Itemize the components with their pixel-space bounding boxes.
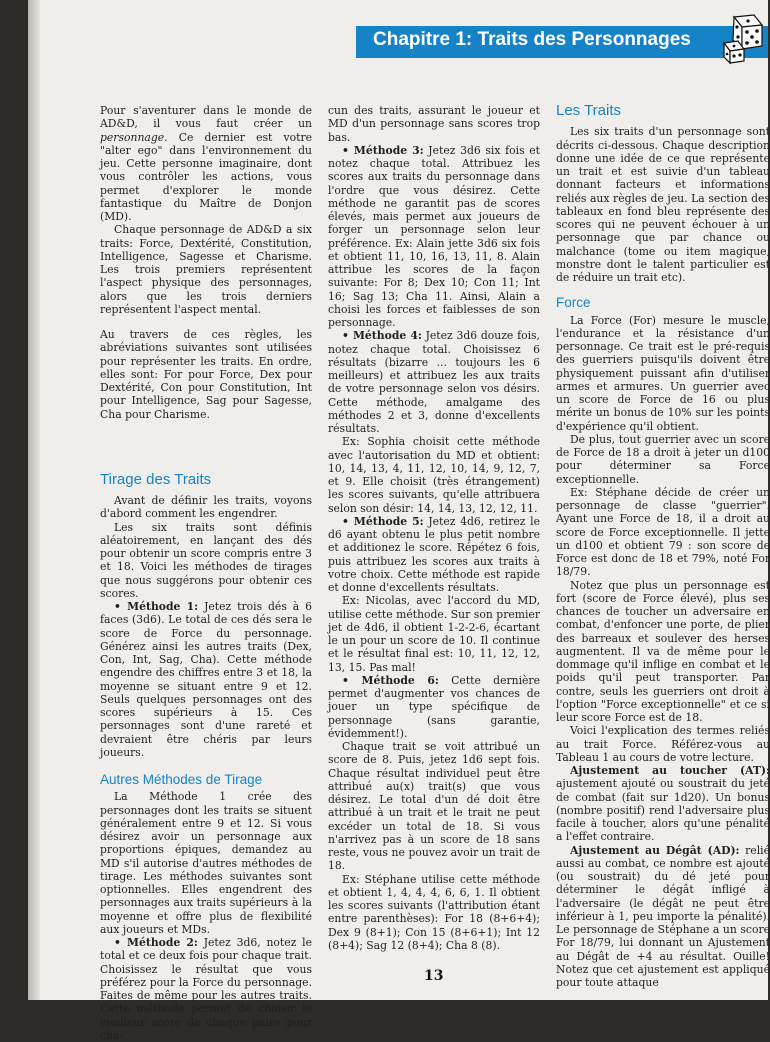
column-middle bbox=[328, 104, 540, 952]
paragraph: Les six traits sont définis aléatoirement, en lançant des dés pour obtenir un score compris entre 3 et 18. Voici les méthodes de tirages que nous suggérons pour obtenir ces scores. bbox=[100, 520, 312, 600]
section-heading-force: Force bbox=[556, 295, 591, 311]
column-left bbox=[100, 104, 312, 1042]
paragraph: Ex: Stéphane décide de créer un personnage de classe "guerrier". Ayant une Force de 18, il a droit au score de Force exceptionnelle. Il jette un d100 et obtient 79 : son score de Force est donc de 18 et 79%, noté For 18/79. bbox=[556, 485, 770, 579]
paragraph: cun des traits, assurant le joueur et MD d'un personnage sans scores trop bas. bbox=[328, 104, 540, 144]
paragraph: La Force (For) mesure le muscle, l'endurance et la résistance d'un personnage. Ce trait est le pré-requis des guerriers puisqu'ils doivent être physiquement puissant afin d'utiliser armes et armures. Un guerrier avec un score de Force de 16 ou plus mérite un bonus de 10% sur les points d'expérience qu'il obtient. bbox=[556, 313, 770, 433]
paragraph: Ex: Sophia choisit cette méthode avec l'autorisation du MD et obtient: 10, 14, 13, 4, 11, 12, 10, 14, 9, 12, 7, et 9. Elle choisit (très étrangement) les scores suivants, qu'elle attribuera selon son désir: 14, 14, 13, 12, 12, 11. bbox=[328, 435, 540, 515]
paragraph: De plus, tout guerrier avec un score de Force de 18 a droit à jeter un d100 pour déterminer sa Force exceptionnelle. bbox=[556, 432, 770, 486]
method-6-paragraph: • Méthode 6: Cette dernière permet d'augmenter vos chances de jouer un type spécifique de personnage (sans garantie, évidemment!). bbox=[328, 673, 540, 740]
dice-icon bbox=[720, 13, 766, 65]
page-spine-shadow bbox=[28, 0, 40, 1000]
method-5-paragraph: • Méthode 5: Jetez 4d6, retirez le d6 ayant obtenu le plus petit nombre et additionez le score. Répétez 6 fois, puis attribuez les scores aux traits à votre choix. Cette méthode est rapide et donne d'excellents résultats. bbox=[328, 514, 540, 594]
paragraph: Ex: Stéphane utilise cette méthode et obtient 1, 4, 4, 4, 6, 6, 1. Il obtient les scores suivants (l'attribution étant entre parenthèses): For 18 (8+6+4); Dex 9 (8+1); Con 15 (8+6+1); Int 12 (8+4); Sag 12 (8+4); Cha 8 (8). bbox=[328, 872, 540, 952]
method-1-paragraph: • Méthode 1: Jetez trois dés à 6 faces (3d6). Le total de ces dés sera le score de Force du personnage. Générez ainsi les autres traits (Dex, Con, Int, Sag, Cha). Cette méthode engendre des chiffres entre 3 et 18, la moyenne se situant entre 9 et 12. Seuls quelques personnages ont des scores supérieurs à 15. Ces personnages sont d'une rareté et devraient être chéris par leurs joueurs. bbox=[100, 600, 312, 759]
paragraph: Pour s'aventurer dans le monde de AD&D, il vous faut créer un personnage. Ce dernier est votre "alter ego" dans l'environnement du jeu. Cette personne imaginaire, dont vous contrôler les actions, vous permet d'explorer le monde fantastique du Maître de Donjon (MD). bbox=[100, 104, 312, 223]
method-2-paragraph: • Méthode 2: Jetez 3d6, notez le total et ce deux fois pour chaque trait. Choisissez le résultat que vous préférez pour la Force du personnage. Faites de même pour les autres traits. Cette méthode permet de choisir le meilleur score de chaque paire pour cha- bbox=[100, 936, 312, 1042]
section-heading-les-traits: Les Traits bbox=[556, 102, 622, 119]
book-page bbox=[28, 0, 770, 1042]
paragraph: Au travers de ces règles, les abréviations suivantes sont utilisées pour représenter les traits. En ordre, elles sont: For pour Force, Dex pour Dextérité, Con pour Constitution, Int pour Intelligence, Sag pour Sagesse, Cha pour Charisme. bbox=[100, 328, 312, 421]
section-heading-autres-methodes: Autres Méthodes de Tirage bbox=[100, 772, 263, 787]
paragraph: La Méthode 1 crée des personnages dont les traits se situent généralement entre 9 et 12. Si vous désirez avoir un personnage aux proportions épiques, demandez au MD s'il autorise d'autres méthodes de tirage. Les méthodes suivantes sont optionnelles. Elles engendrent des personnages aux traits supérieurs à la moyenne et offre plus de flexibilité aux joueurs et MDs. bbox=[100, 790, 312, 936]
chapter-title: Chapitre 1: Traits des Personnages bbox=[373, 29, 691, 50]
paragraph: Chaque trait se voit attribué un score de 8. Puis, jetez 1d6 sept fois. Chaque résultat individuel peut être attribué au(x) trait(s) que vous désirez. Le total d'un dé doit être attribué à un trait et le trait ne peut excéder un total de 18. Si vous n'arrivez pas à un score de 18 sans reste, vous ne pouvez avoir un trait de 18. bbox=[328, 740, 540, 873]
column-right bbox=[556, 104, 770, 989]
method-4-paragraph: • Méthode 4: Jetez 3d6 douze fois, notez chaque total. Choisissez 6 résultats (bizarre ... toujours les 6 meilleurs) et attribuez les aux traits de votre personnage selon vos désirs. Cette méthode, amalgame des méthodes 2 et 3, donne d'excellents résultats. bbox=[328, 329, 540, 435]
section-heading-tirage: Tirage des Traits bbox=[100, 470, 212, 488]
paragraph: Ex: Nicolas, avec l'accord du MD, utilise cette méthode. Sur son premier jet de 4d6, il obtient 1-2-2-6, écartant le un pour un score de 10. Il continue et le résultat final est: 10, 11, 12, 12, 13, 15. Pas mal! bbox=[328, 594, 540, 674]
method-3-paragraph: • Méthode 3: Jetez 3d6 six fois et notez chaque total. Attribuez les scores aux traits du personnage dans l'ordre que vous désirez. Cette méthode ne garantit pas de scores élevés, mais permet aux joueurs de forger un personnage selon leur préférence. Ex: Alain jette 3d6 six fois et obtient 11, 10, 16, 13, 11, 8. Alain attribue les scores de la façon suivante: For 8; Dex 10; Con 11; Int 16; Sag 13; Cha 11. Ainsi, Alain a choisi les forces et faiblesses de son personnage. bbox=[328, 143, 540, 329]
paragraph: Les six traits d'un personnage sont décrits ci-dessous. Chaque description donne une idée de ce que représente un trait et est suivie d'un tableau donnant facteurs et informations reliés aux règles de jeu. La section des tableaux en fond bleu représente des scores qui ne peuvent échouer à un personnage que par chance ou malchance (tome ou item magique, monstre dont le talent particulier est de réduire un trait etc). bbox=[556, 125, 770, 284]
paragraph: Avant de définir les traits, voyons d'abord comment les engendrer. bbox=[100, 494, 312, 521]
paragraph: Notez que plus un personnage est fort (score de Force élevé), plus ses chances de toucher un adversaire en combat, d'enfoncer une porte, de plier des barreaux et soulever des herses augmentent. Il va de même pour le dommage qu'il inflige en combat et le poids qu'il peut transporter. Par contre, seuls les guerriers ont droit à l'option "Force exceptionnelle" et ce si leur score Force est de 18. bbox=[556, 578, 770, 724]
paragraph: Chaque personnage de AD&D a six traits: Force, Dextérité, Constitution, Intelligence, Sagesse et Charisme. Les trois premiers représentent l'aspect physique des personnages, alors que les trois derniers représentent l'aspect mental. bbox=[100, 223, 312, 316]
page-number: 13 bbox=[424, 968, 444, 984]
ajustement-degat-paragraph: Ajustement au Dégât (AD): relié aussi au combat, ce nombre est ajouté (ou soustrait) du dé jeté pour déterminer le dégât infligé à l'adversaire (le dégât ne peut être inférieur à 1, peu importe la pénalité). Le personnage de Stéphane a un score For 18/79, lui donnant un Ajustement au Dégât de +4 au résultat. Ouille! Notez que cet ajustement est appliqué pour toute attaque bbox=[556, 843, 770, 989]
ajustement-toucher-paragraph: Ajustement au toucher (AT): ajustement ajouté ou soustrait du jeté de combat (fait sur 1d20). Un bonus (nombre positif) rend l'adversaire plus facile à toucher, alors qu'une pénalité a l'effet contraire. bbox=[556, 764, 770, 844]
paragraph: Voici l'explication des termes reliés au trait Force. Référez-vous au Tableau 1 au cours de votre lecture. bbox=[556, 724, 770, 764]
